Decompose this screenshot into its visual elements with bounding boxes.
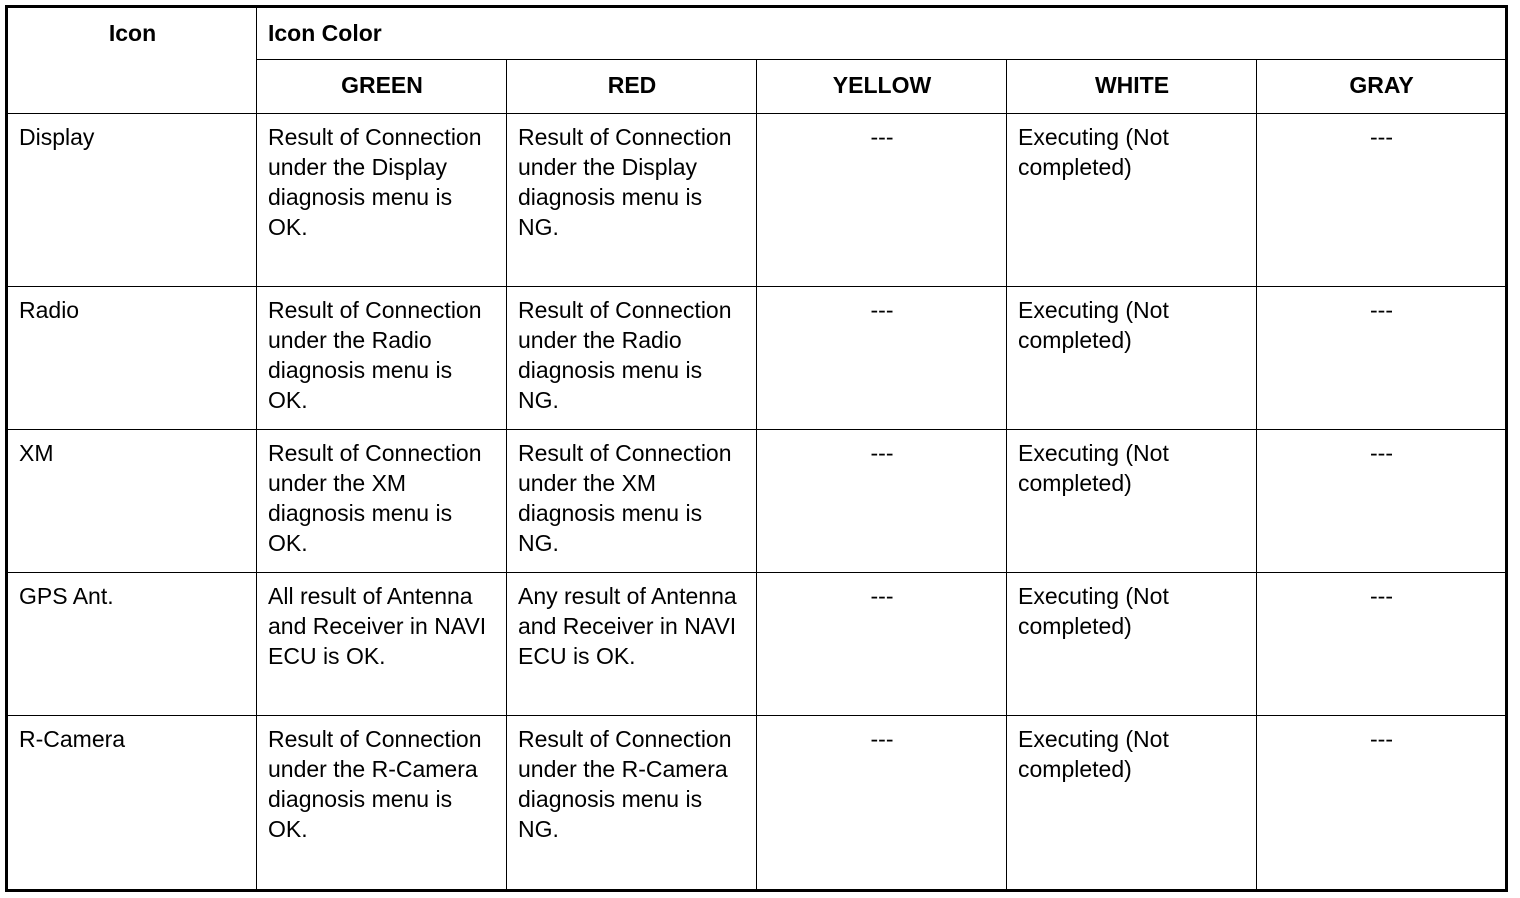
table-row	[7, 114, 1507, 287]
cell-white: Executing (Not completed)	[1007, 287, 1257, 430]
cell-yellow: ---	[757, 573, 1007, 716]
table-body	[7, 114, 1507, 891]
cell-white: Executing (Not completed)	[1007, 716, 1257, 891]
header-row	[7, 7, 1507, 60]
cell-red: Result of Connection under the R-Camera diagnosis menu is NG.	[507, 716, 757, 891]
cell-red: Any result of Antenna and Receiver in NAVI ECU is OK.	[507, 573, 757, 716]
cell-yellow: ---	[757, 430, 1007, 573]
cell-icon: Display	[7, 114, 257, 287]
cell-icon: Radio	[7, 287, 257, 430]
header-green: GREEN	[257, 60, 507, 114]
cell-green: Result of Connection under the R-Camera diagnosis menu is OK.	[257, 716, 507, 891]
cell-yellow: ---	[757, 287, 1007, 430]
table-row	[7, 716, 1507, 891]
table-header	[7, 7, 1507, 114]
cell-gray: ---	[1257, 573, 1507, 716]
header-gray: GRAY	[1257, 60, 1507, 114]
cell-red: Result of Connection under the Display diagnosis menu is NG.	[507, 114, 757, 287]
cell-red: Result of Connection under the Radio diagnosis menu is NG.	[507, 287, 757, 430]
header-icon-color: Icon Color	[257, 7, 1507, 60]
cell-red: Result of Connection under the XM diagnosis menu is NG.	[507, 430, 757, 573]
header-icon: Icon	[7, 7, 257, 114]
cell-white: Executing (Not completed)	[1007, 573, 1257, 716]
table-row	[7, 287, 1507, 430]
table-row	[7, 573, 1507, 716]
cell-icon: XM	[7, 430, 257, 573]
cell-white: Executing (Not completed)	[1007, 430, 1257, 573]
header-yellow: YELLOW	[757, 60, 1007, 114]
cell-gray: ---	[1257, 716, 1507, 891]
cell-yellow: ---	[757, 114, 1007, 287]
cell-yellow: ---	[757, 716, 1007, 891]
header-white: WHITE	[1007, 60, 1257, 114]
cell-icon: GPS Ant.	[7, 573, 257, 716]
cell-gray: ---	[1257, 287, 1507, 430]
cell-gray: ---	[1257, 430, 1507, 573]
cell-icon: R-Camera	[7, 716, 257, 891]
cell-green: All result of Antenna and Receiver in NAVI ECU is OK.	[257, 573, 507, 716]
table-row	[7, 430, 1507, 573]
icon-color-table	[5, 5, 1508, 892]
cell-green: Result of Connection under the Display diagnosis menu is OK.	[257, 114, 507, 287]
cell-gray: ---	[1257, 114, 1507, 287]
cell-white: Executing (Not completed)	[1007, 114, 1257, 287]
cell-green: Result of Connection under the XM diagnosis menu is OK.	[257, 430, 507, 573]
cell-green: Result of Connection under the Radio diagnosis menu is OK.	[257, 287, 507, 430]
header-red: RED	[507, 60, 757, 114]
